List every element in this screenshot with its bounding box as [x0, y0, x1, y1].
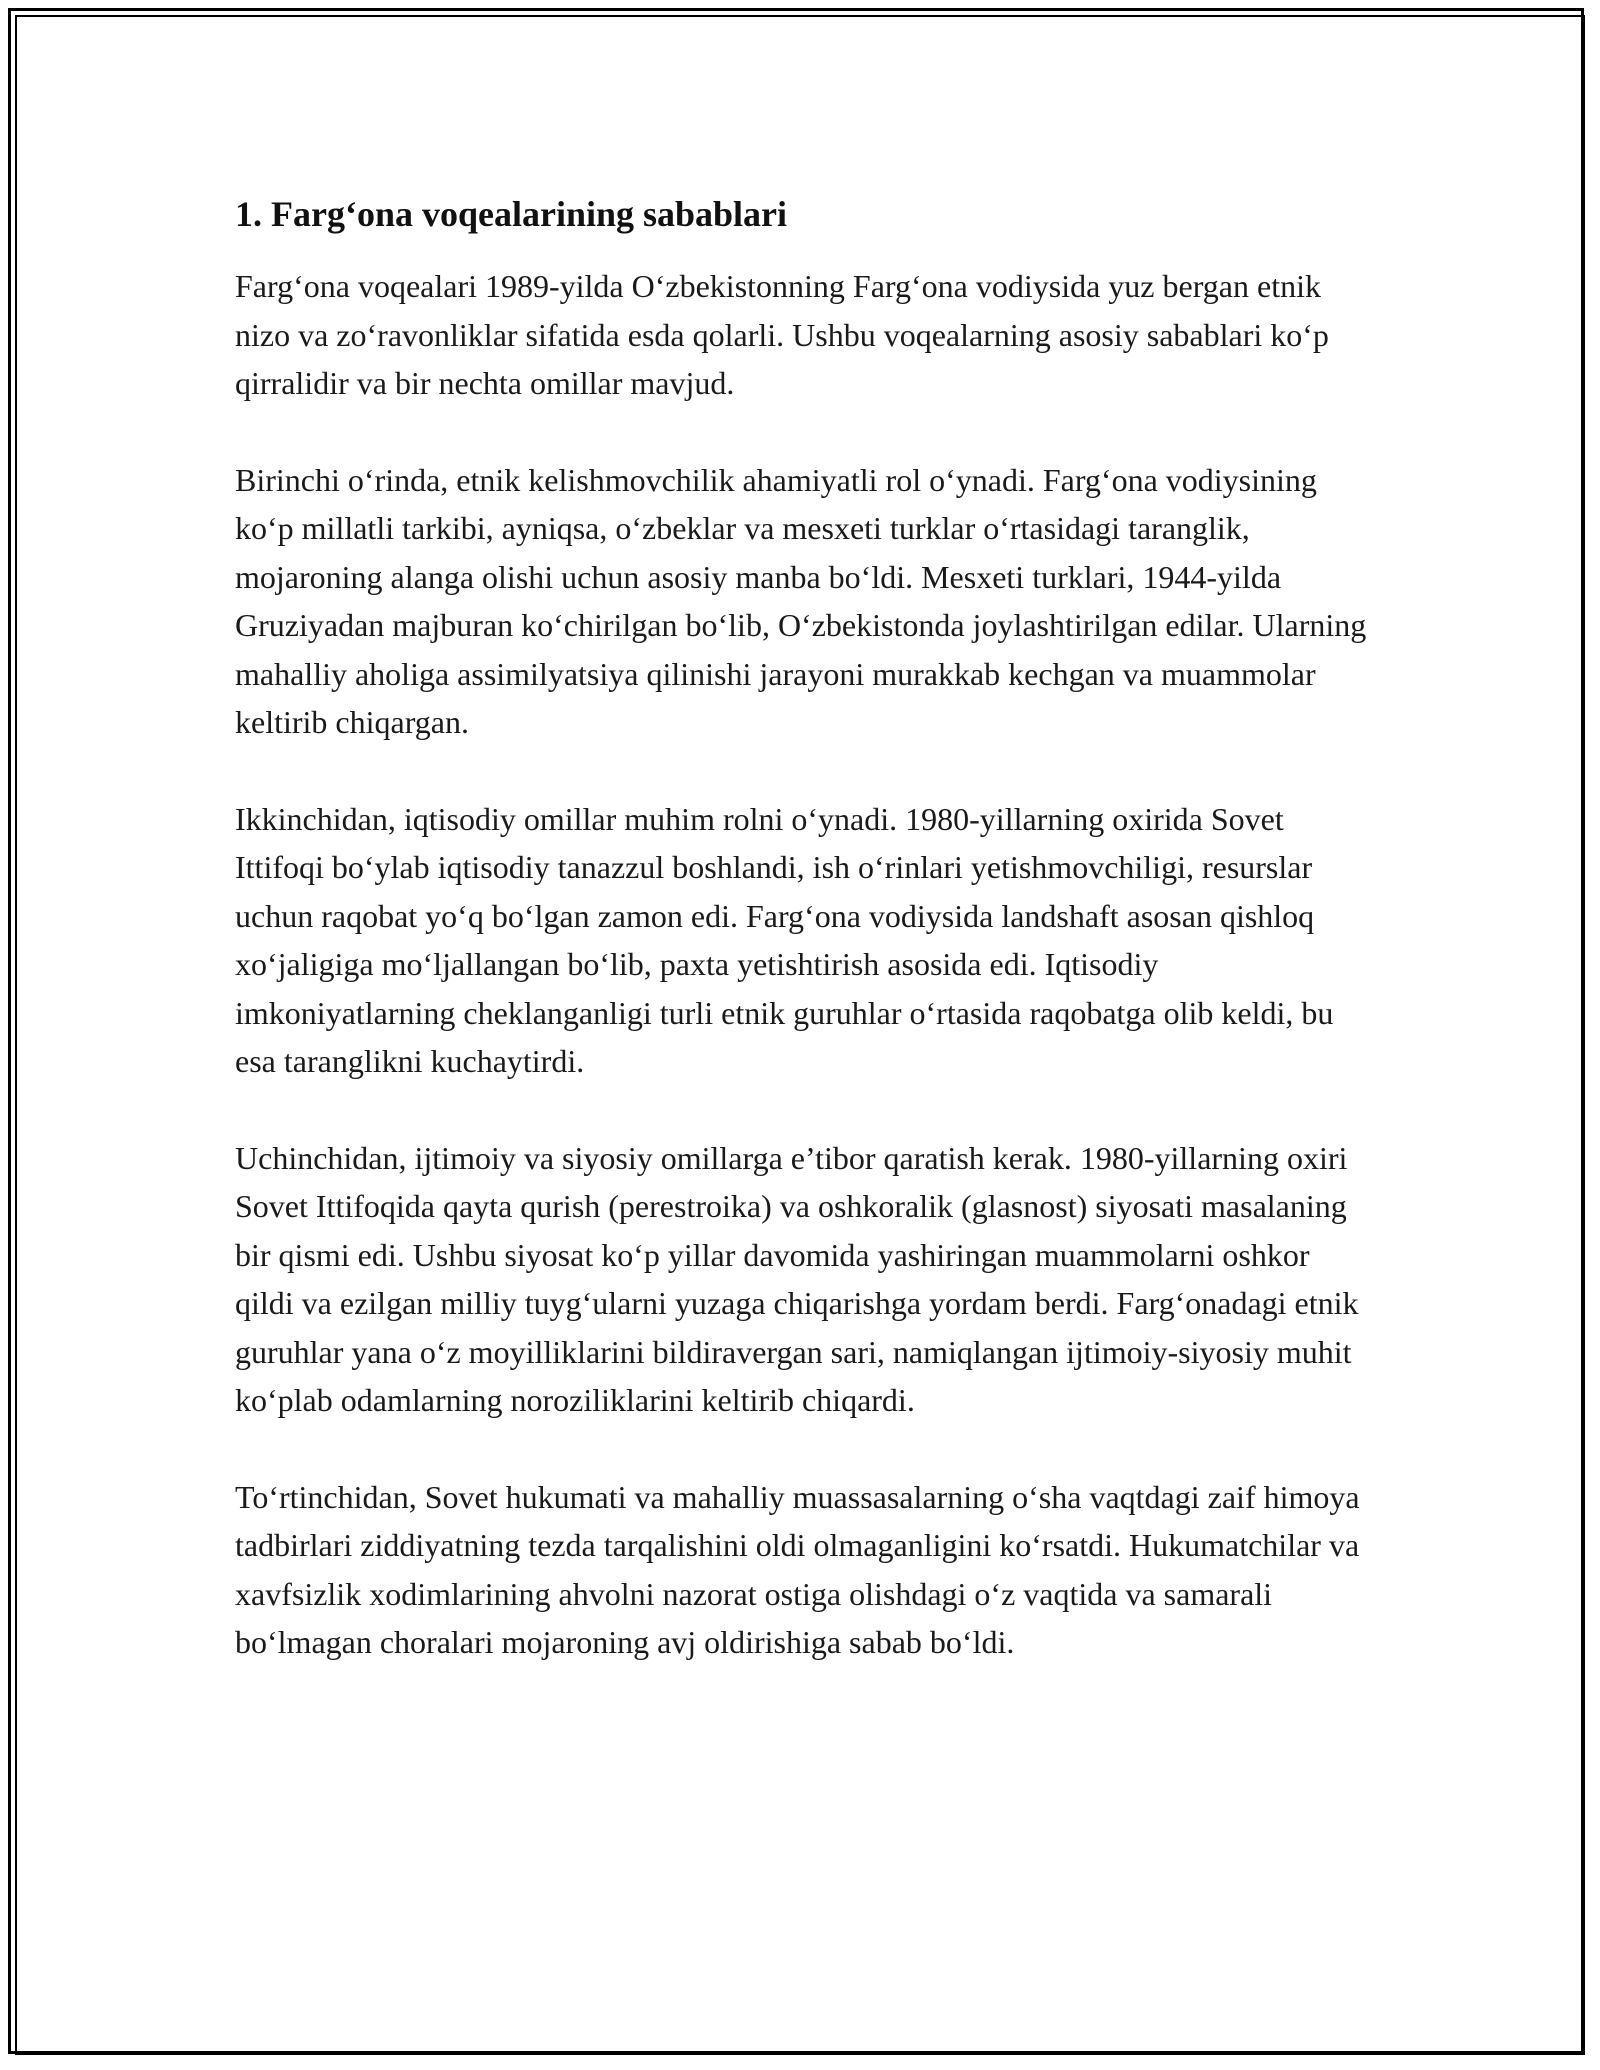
paragraph-second-reason: Ikkinchidan, iqtisodiy omillar muhim rolni o‘ynadi. 1980-yillarning oxirida Sovet Ittifoqi bo‘ylab iqtisodiy tanazzul boshlandi, ish o‘rinlari yetishmovchiligi, resurslar uchun raqobat yo‘q bo‘lgan zamon edi. Farg‘ona vodiysida landshaft asosan qishloq xo‘jaligiga mo‘ljallangan bo‘lib, paxta yetishtirish asosida edi. Iqtisodiy imkoniyatlarning cheklanganligi turli etnik guruhlar o‘rtasida raqobatga olib keldi, bu esa taranglikni kuchaytirdi. — [235, 800, 1334, 1079]
document-body — [235, 188, 1370, 1715]
paragraph-intro: Farg‘ona voqealari 1989-yilda O‘zbekistonning Farg‘ona vodiysida yuz bergan etnik nizo va zo‘ravonliklar sifatida esda qolarli. Ushbu voqealarning asosiy sabablari ko‘p qirralidir va bir nechta omillar mavjud. — [235, 268, 1329, 401]
section-heading: 1. Farg‘ona voqealarining sabablari — [235, 194, 788, 234]
paragraph-fourth-reason: To‘rtinchidan, Sovet hukumati va mahalliy muassasalarning o‘sha vaqtdagi zaif himoya tadbirlari ziddiyatning tezda tarqalishini oldi olmaganligini ko‘rsatdi. Hukumatchilar va xavfsizlik xodimlarining ahvolni nazorat ostiga olishdagi o‘z vaqtida va samarali bo‘lmagan choralari mojaroning avj oldirishiga sabab bo‘ldi. — [235, 1478, 1360, 1660]
paragraph-third-reason: Uchinchidan, ijtimoiy va siyosiy omillarga e’tibor qaratish kerak. 1980-yillarning oxiri Sovet Ittifoqida qayta qurish (perestroika) va oshkoralik (glasnost) siyosati masalaning bir qismi edi. Ushbu siyosat ko‘p yillar davomida yashiringan muammolarni oshkor qildi va ezilgan milliy tuyg‘ularni yuzaga chiqarishga yordam berdi. Farg‘onadagi etnik guruhlar yana o‘z moyilliklarini bildiravergan sari, namiqlangan ijtimoiy-siyosiy muhit ko‘plab odamlarning noroziliklarini keltirib chiqardi. — [235, 1139, 1359, 1418]
paragraph-first-reason: Birinchi o‘rinda, etnik kelishmovchilik ahamiyatli rol o‘ynadi. Farg‘ona vodiysining ko‘p millatli tarkibi, ayniqsa, o‘zbeklar va mesxeti turklar o‘rtasidagi taranglik, mojaroning alanga olishi uchun asosiy manba bo‘ldi. Mesxeti turklari, 1944-yilda Gruziyadan majburan ko‘chirilgan bo‘lib, O‘zbekistonda joylashtirilgan edilar. Ularning mahalliy aholiga assimilyatsiya qilinishi jarayoni murakkab kechgan va muammolar keltirib chiqargan. — [235, 461, 1367, 740]
